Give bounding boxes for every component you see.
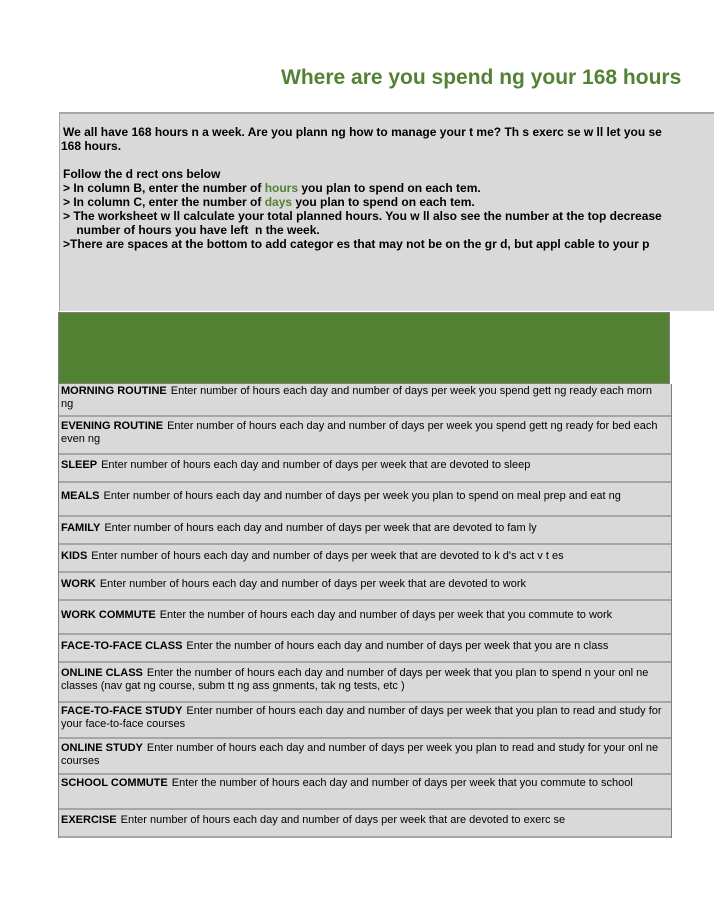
row-text: Enter number of hours each day and number of days per week that are devoted to work [99,578,527,590]
list-item[interactable] [59,635,671,663]
row-text: Enter number of hours each day and number of days per week you plan to read and study for your onl ne courses [61,742,659,767]
list-item[interactable] [59,483,671,517]
list-item[interactable] [59,775,671,810]
intro-line-5-a: > In column C, enter the number of [63,195,265,209]
intro-line-4-c: you plan to spend on each tem. [298,181,481,195]
row-label: FACE-TO-FACE STUDY [61,705,183,717]
list-item[interactable] [59,384,671,417]
row-label: EVENING ROUTINE [61,420,164,432]
row-label: MEALS [61,490,100,502]
hours-keyword: hours [264,181,299,195]
list-item[interactable] [59,455,671,483]
row-text: Enter number of hours each day and number of days per week you plan to spend on meal prep and eat ng [103,490,621,502]
list-item[interactable] [59,517,671,545]
row-label: FACE-TO-FACE CLASS [61,640,183,652]
row-label: SCHOOL COMMUTE [61,777,168,789]
row-text: Enter number of hours each day and number of days per week that are devoted to exerc se [120,814,566,826]
days-keyword: days [264,195,293,209]
list-item[interactable] [59,417,671,455]
row-text: Enter number of hours each day and number of days per week that are devoted to k d's act v t es [91,550,564,562]
list-item[interactable] [59,573,671,601]
intro-line-5-c: you plan to spend on each tem. [292,195,475,209]
intro-line-7: number of hours you have left n the week. [63,223,320,237]
list-item[interactable] [59,545,671,573]
intro-line-3: Follow the d rect ons below [63,167,221,181]
row-label: WORK [61,578,96,590]
intro-line-8: >There are spaces at the bottom to add categor es that may not be on the gr d, but appl cable to your p [63,237,650,251]
intro-line-6: > The worksheet w ll calculate your total planned hours. You w ll also see the number at the top decrease [63,209,662,223]
row-text: Enter number of hours each day and number of days per week that are devoted to sleep [101,459,531,471]
row-label: SLEEP [61,459,98,471]
row-label: ONLINE CLASS [61,667,143,679]
header-band [58,312,670,384]
row-text: Enter number of hours each day and number of days per week that are devoted to fam ly [104,522,537,534]
row-label: EXERCISE [61,814,117,826]
intro-line-4 [63,181,481,195]
row-text: Enter number of hours each day and number of days per week that you plan to read and study for your face-to-face courses [61,705,662,730]
row-label: ONLINE STUDY [61,742,143,754]
instructions-box [59,112,714,311]
intro-line-5 [63,195,475,209]
row-label: FAMILY [61,522,101,534]
row-text: Enter the number of hours each day and number of days per week that you are n class [186,640,609,652]
row-label: MORNING ROUTINE [61,385,167,397]
list-item[interactable] [59,663,671,703]
row-text: Enter the number of hours each day and number of days per week that you commute to school [171,777,633,789]
intro-line-4-a: > In column B, enter the number of [63,181,265,195]
row-text: Enter number of hours each day and number of days per week you spend gett ng ready for bed each even ng [61,420,658,445]
page-title: Where are you spend ng your 168 hours [281,66,682,89]
intro-line-2: 168 hours. [61,139,122,153]
row-label: KIDS [61,550,88,562]
row-text: Enter the number of hours each day and number of days per week that you plan to spend n your onl ne classes (nav gat ng course, subm tt ng ass gnments, tak ng tests, etc ) [61,667,649,692]
list-item[interactable] [59,601,671,635]
row-text: Enter number of hours each day and number of days per week you spend gett ng ready each morn ng [61,385,652,410]
list-item[interactable] [59,739,671,775]
row-text: Enter the number of hours each day and number of days per week that you commute to work [159,609,613,621]
category-list [58,384,672,838]
row-label: WORK COMMUTE [61,609,156,621]
intro-line-1: We all have 168 hours n a week. Are you plann ng how to manage your t me? Th s exerc se w ll let you se [63,125,662,139]
list-item[interactable] [59,703,671,739]
list-item[interactable] [59,810,671,838]
